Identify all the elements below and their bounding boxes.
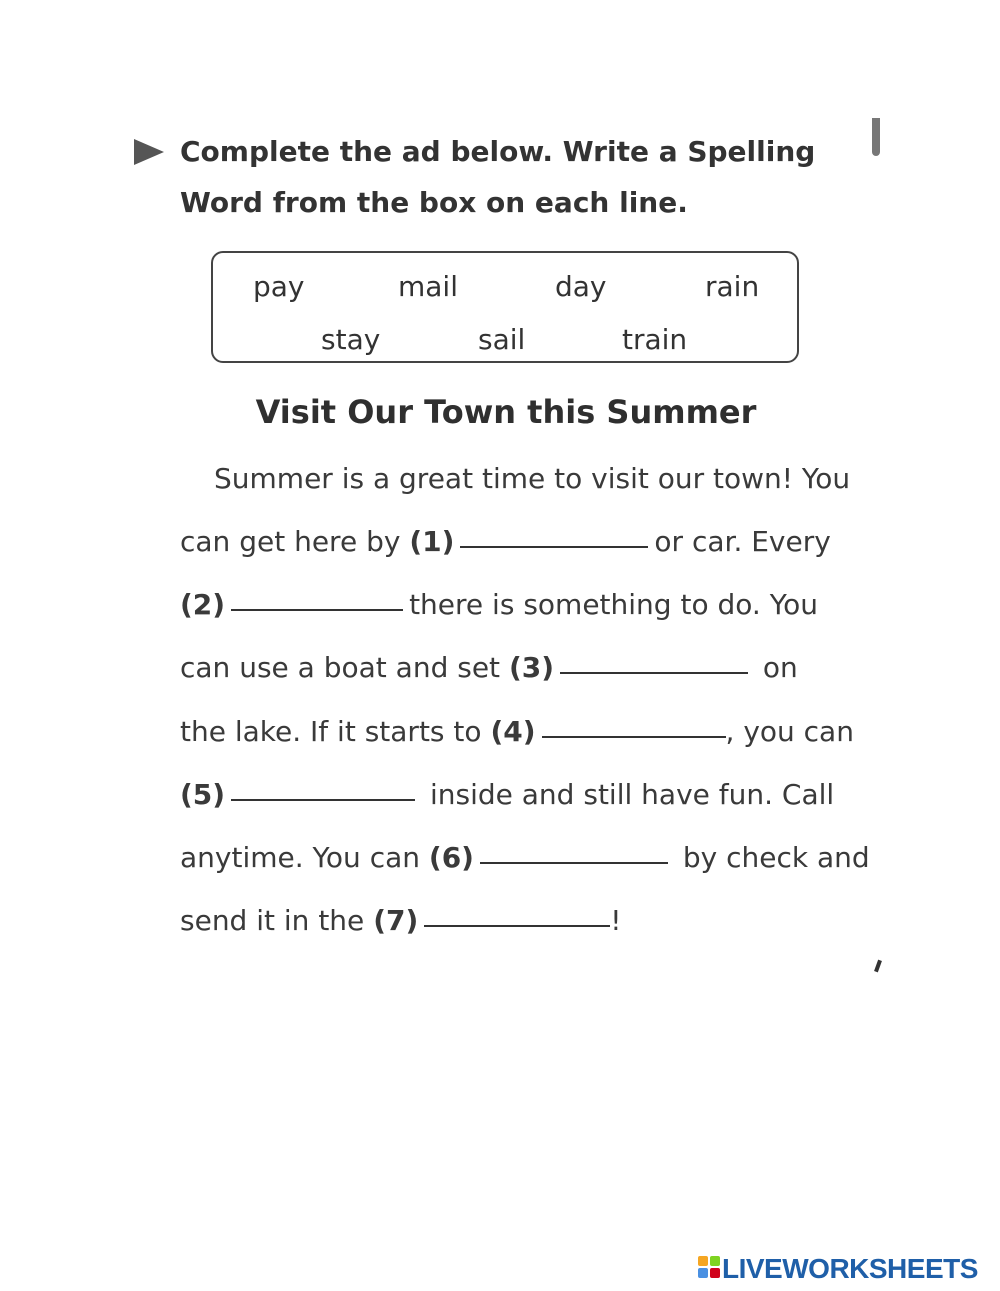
passage-text: on: [762, 651, 798, 684]
passage-text: , you can: [725, 715, 854, 748]
blank-number-6: (6): [428, 841, 474, 874]
word-day: day: [555, 270, 607, 303]
passage-text: by check and: [682, 841, 870, 874]
passage-line-6: [180, 777, 834, 813]
passage-line-7: [180, 840, 870, 876]
word-pay: pay: [253, 270, 305, 303]
passage-line-2: [180, 524, 831, 560]
blank-number-1: (1): [409, 525, 455, 558]
blank-number-5: (5): [180, 778, 226, 811]
passage-text: send it in the: [180, 904, 365, 937]
logo-text: LIVEWORKSHEETS: [722, 1253, 978, 1284]
scan-edge-mark: [874, 960, 882, 973]
instruction-line-1: Complete the ad below. Write a Spelling: [180, 135, 816, 168]
passage-text: Summer is a great time to visit our town! You: [214, 462, 851, 495]
answer-blank-1[interactable]: [460, 546, 648, 548]
liveworksheets-logo-icon: [698, 1256, 722, 1280]
instruction-line-2: Word from the box on each line.: [180, 186, 688, 219]
passage-text: inside and still have fun. Call: [429, 778, 835, 811]
answer-blank-4[interactable]: [542, 736, 726, 738]
passage-line-8: [180, 903, 622, 939]
ad-title: Visit Our Town this Summer: [255, 393, 757, 431]
passage-text: there is something to do. You: [409, 588, 818, 621]
word-mail: mail: [398, 270, 458, 303]
answer-blank-3[interactable]: [560, 672, 748, 674]
word-sail: sail: [478, 323, 526, 356]
answer-blank-2[interactable]: [231, 609, 403, 611]
word-rain: rain: [705, 270, 760, 303]
passage-line-3: [180, 587, 818, 623]
blank-number-3: (3): [508, 651, 555, 684]
scan-edge-mark: [872, 118, 880, 156]
passage-text: can get here by: [180, 525, 401, 558]
answer-blank-6[interactable]: [480, 862, 668, 864]
passage-text: the lake. If it starts to: [180, 715, 482, 748]
answer-blank-5[interactable]: [231, 799, 415, 801]
play-triangle-icon: [134, 139, 164, 165]
word-stay: stay: [321, 323, 381, 356]
blank-number-7: (7): [373, 904, 419, 937]
word-train: train: [622, 323, 688, 356]
liveworksheets-logo[interactable]: [698, 1253, 978, 1283]
blank-number-4: (4): [490, 715, 536, 748]
passage-text: !: [610, 904, 622, 937]
passage-line-1: [214, 461, 850, 497]
passage-line-4: [180, 650, 798, 686]
passage-text: can use a boat and set: [180, 651, 501, 684]
blank-number-2: (2): [180, 588, 226, 621]
answer-blank-7[interactable]: [424, 925, 610, 927]
passage-text: anytime. You can: [180, 841, 420, 874]
passage-line-5: [180, 714, 854, 750]
passage-text: or car. Every: [654, 525, 831, 558]
